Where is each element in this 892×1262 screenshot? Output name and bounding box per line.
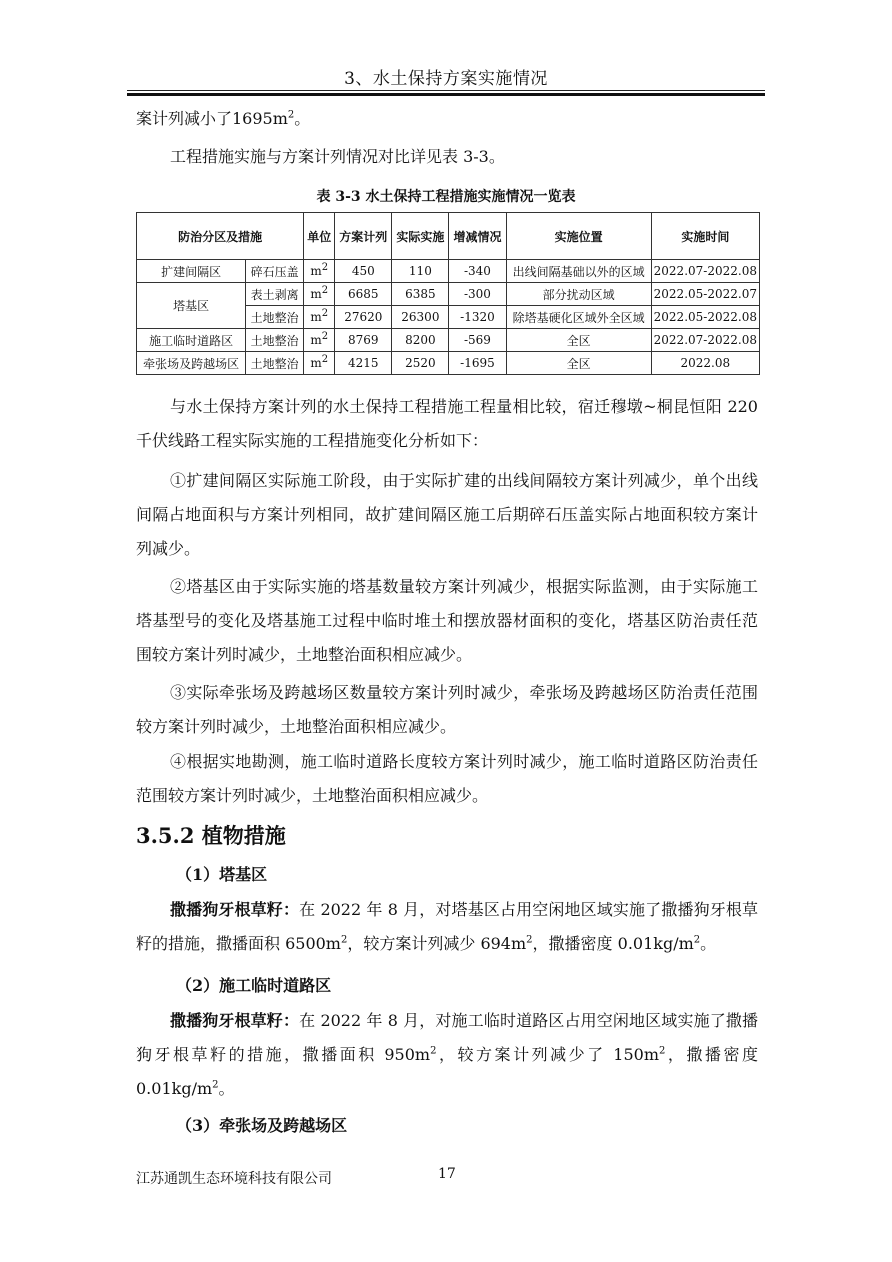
cell-plan: 6685	[335, 283, 392, 306]
paragraph-comparison-intro: 与水土保持方案计列的水土保持工程措施工程量相比较，宿迁穆墩~桐昆恒阳 220 千伏线路工程实际实施的工程措施变化分析如下：	[136, 397, 758, 450]
subsection-title-2: （2）施工临时道路区	[176, 976, 332, 995]
subsection-title-3: （3）牵张场及跨越场区	[176, 1116, 348, 1135]
table-row	[137, 260, 760, 283]
measures-table	[136, 212, 760, 375]
footer-company: 江苏通凯生态环境科技有限公司	[136, 1171, 332, 1187]
paragraph-item-2: ②塔基区由于实际实施的塔基数量较方案计列减少，根据实际监测，由于实际施工塔基型号的变化及塔基施工过程中临时堆土和摆放器材面积的变化，塔基区防治责任范围较方案计列时减少，土地整治面积相应减少。	[136, 577, 758, 664]
table-row	[137, 283, 760, 306]
table-header-row	[137, 213, 760, 260]
cell-measure: 碎石压盖	[246, 260, 304, 283]
cell-actual: 8200	[392, 329, 449, 352]
cell-actual: 26300	[392, 306, 449, 329]
subsection-title-1: （1）塔基区	[176, 865, 268, 884]
cell-diff: -1320	[449, 306, 506, 329]
paragraph-plant-measure-2: 撒播狗牙根草籽：在 2022 年 8 月，对施工临时道路区占用空闲地区域实施了撒播狗牙根草籽的措施，撒播面积 $950m^2$，较方案计列减少了 $150m^2$，撒播密度 $0.01kg/m^2$。	[136, 1011, 758, 1098]
table-caption: 表 3-3 水土保持工程措施实施情况一览表	[316, 189, 576, 205]
header-rule-thick	[127, 93, 765, 96]
cell-unit: $m^2$	[304, 352, 335, 375]
col-header-time: 实施时间	[651, 213, 759, 260]
cell-zone: 施工临时道路区	[137, 329, 246, 352]
cell-actual: 6385	[392, 283, 449, 306]
cell-diff: -569	[449, 329, 506, 352]
cell-measure: 土地整治	[246, 352, 304, 375]
page-header-title: 3、水土保持方案实施情况	[344, 69, 548, 89]
cell-zone: 塔基区	[137, 283, 246, 329]
table-row	[137, 352, 760, 375]
col-header-diff: 增减情况	[449, 213, 506, 260]
col-header-plan: 方案计列	[335, 213, 392, 260]
col-header-zone: 防治分区及措施	[137, 213, 304, 260]
paragraph-continuation	[136, 102, 758, 136]
header-rule-thin	[127, 90, 765, 91]
cell-diff: -1695	[449, 352, 506, 375]
paragraph-item-4: ④根据实地勘测，施工临时道路长度较方案计列时减少，施工临时道路区防治责任范围较方案计列时减少，土地整治面积相应减少。	[136, 752, 758, 805]
table-row	[137, 329, 760, 352]
cell-unit: $m^2$	[304, 329, 335, 352]
cell-measure: 表土剥离	[246, 283, 304, 306]
cell-location: 全区	[506, 352, 651, 375]
cell-plan: 4215	[335, 352, 392, 375]
p1-sup: 2	[287, 109, 295, 121]
cell-actual: 110	[392, 260, 449, 283]
cell-zone: 扩建间隔区	[137, 260, 246, 283]
paragraph-item-3: ③实际牵张场及跨越场区数量较方案计列时减少，牵张场及跨越场区防治责任范围较方案计列时减少，土地整治面积相应减少。	[136, 683, 758, 736]
cell-location: 全区	[506, 329, 651, 352]
cell-measure: 土地整治	[246, 329, 304, 352]
col-header-location: 实施位置	[506, 213, 651, 260]
paragraph-plant-measure-1: 撒播狗牙根草籽：在 2022 年 8 月，对塔基区占用空闲地区域实施了撒播狗牙根草籽的措施，撒播面积 $6500m^2$，较方案计列减少 $694m^2$，撒播密度 $0.01kg/m^2$。	[136, 900, 758, 953]
cell-measure: 土地整治	[246, 306, 304, 329]
cell-plan: 8769	[335, 329, 392, 352]
cell-location: 出线间隔基础以外的区域	[506, 260, 651, 283]
cell-time: 2022.05-2022.08	[651, 306, 759, 329]
section-heading: 3.5.2 植物措施	[136, 823, 286, 848]
cell-zone: 牵张场及跨越场区	[137, 352, 246, 375]
cell-unit: $m^2$	[304, 283, 335, 306]
page-number: 17	[438, 1166, 456, 1182]
cell-time: 2022.07-2022.08	[651, 329, 759, 352]
cell-location: 部分扰动区域	[506, 283, 651, 306]
cell-unit: $m^2$	[304, 306, 335, 329]
cell-time: 2022.05-2022.07	[651, 283, 759, 306]
p1-text: 案计列减小了1695m	[136, 109, 288, 128]
cell-diff: -340	[449, 260, 506, 283]
p1-end: 。	[294, 109, 311, 128]
cell-time: 2022.08	[651, 352, 759, 375]
cell-unit: $m^2$	[304, 260, 335, 283]
cell-location: 除塔基硬化区域外全区域	[506, 306, 651, 329]
cell-plan: 27620	[335, 306, 392, 329]
cell-actual: 2520	[392, 352, 449, 375]
col-header-actual: 实际实施	[392, 213, 449, 260]
paragraph-item-1: ①扩建间隔区实际施工阶段，由于实际扩建的出线间隔较方案计列减少，单个出线间隔占地面积与方案计列相同，故扩建间隔区施工后期碎石压盖实际占地面积较方案计列减少。	[136, 471, 758, 558]
cell-time: 2022.07-2022.08	[651, 260, 759, 283]
cell-diff: -300	[449, 283, 506, 306]
col-header-unit: 单位	[304, 213, 335, 260]
paragraph-table-reference: 工程措施实施与方案计列情况对比详见表 3-3。	[170, 147, 505, 166]
cell-plan: 450	[335, 260, 392, 283]
